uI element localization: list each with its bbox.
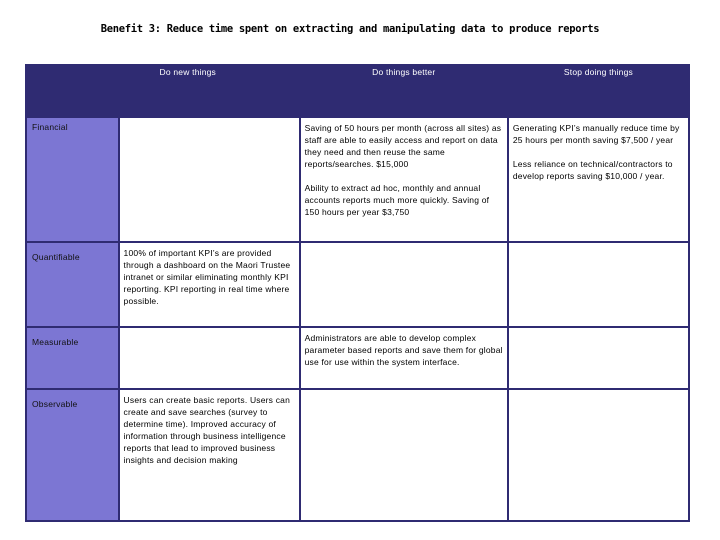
cell-observable-stop: [508, 389, 689, 521]
row-label-measurable: [26, 327, 119, 389]
cell-observable-new: [119, 389, 300, 521]
cell-text: Generating KPI’s manually reduce time by 25 hours per month saving $7,500 / year: [512, 123, 680, 146]
cell-financial-better: [300, 117, 508, 242]
table-row-quantifiable: [26, 242, 689, 326]
header-stop-doing-things: Stop doing things: [508, 65, 689, 117]
cell-measurable-stop: [508, 327, 689, 389]
cell-text: Administrators are able to develop complex parameter based reports and save them for global use for use within the system interface.: [304, 332, 503, 367]
cell-measurable-better: [300, 327, 508, 389]
row-label-text: Observable: [32, 398, 78, 409]
slide-title: Benefit 3: Reduce time spent on extracting and manipulating data to produce reports: [100, 22, 600, 35]
cell-text: Users can create basic reports. Users can create and save searches (survey to determine time). Improved accuracy of information through business intelligence reports that lead to improved business insights and decision making: [123, 394, 291, 465]
cell-financial-new: [119, 117, 300, 242]
table-row-measurable: [26, 327, 689, 389]
cell-quantifiable-better: [300, 242, 508, 326]
header-corner: [26, 65, 119, 117]
header-row: [26, 65, 689, 117]
cell-text: Ability to extract ad hoc, monthly and annual accounts reports much more quickly. Saving of 150 hours per year $3,750: [304, 183, 490, 218]
row-label-observable: [26, 389, 119, 521]
cell-text: Saving of 50 hours per month (across all sites) as staff are able to easily access and report on data they need and then reuse the same reports/searches. $15,000: [304, 123, 502, 170]
benefit-table: [25, 64, 690, 522]
cell-quantifiable-new: [119, 242, 300, 326]
cell-measurable-new: [119, 327, 300, 389]
cell-text: Less reliance on technical/contractors to develop reports saving $10,000 / year.: [512, 159, 673, 182]
row-label-text: Measurable: [32, 336, 79, 347]
row-label-text: Financial: [32, 122, 68, 133]
row-label-text: Quantifiable: [32, 252, 80, 263]
cell-financial-stop: [508, 117, 689, 242]
cell-quantifiable-stop: [508, 242, 689, 326]
cell-observable-better: [300, 389, 508, 521]
table-row-observable: [26, 389, 689, 521]
row-label-quantifiable: [26, 242, 119, 326]
table-row-financial: [26, 117, 689, 242]
header-do-new-things: Do new things: [119, 65, 300, 117]
row-label-financial: [26, 117, 119, 242]
cell-text: 100% of important KPI’s are provided through a dashboard on the Maori Trustee intranet or similar eliminating monthly KPI reporting. KPI reporting in real time where possible.: [123, 248, 291, 307]
header-do-things-better: Do things better: [300, 65, 508, 117]
